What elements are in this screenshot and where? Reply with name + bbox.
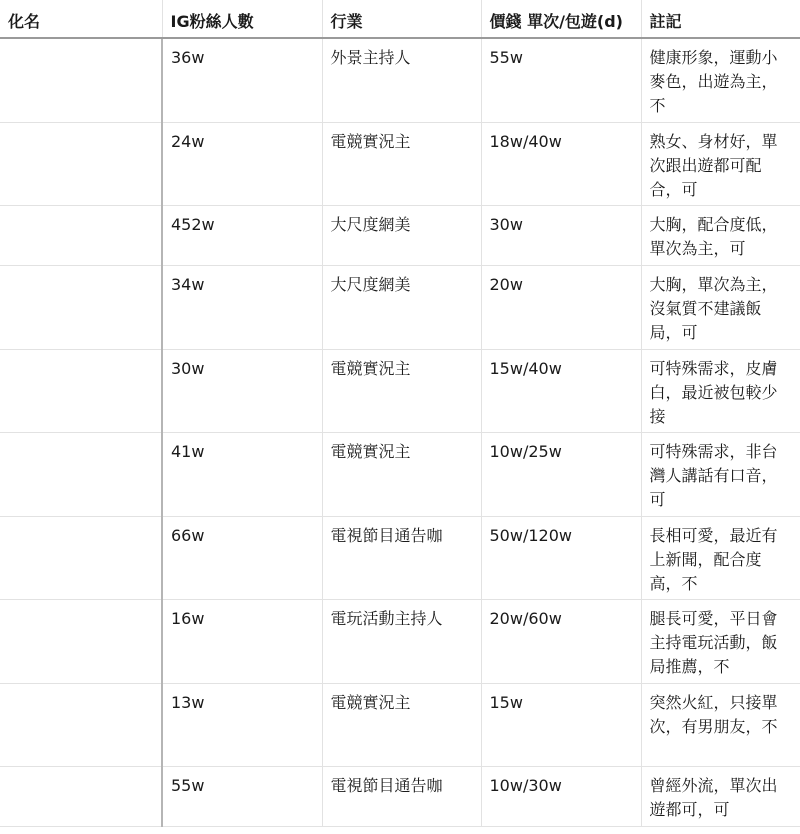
followers-cell: 55w — [162, 766, 322, 826]
industry-cell: 電視節目通告咖 — [322, 766, 481, 826]
note-cell: 突然火紅，只接單次，有男朋友，不 — [641, 683, 800, 766]
industry-cell: 大尺度網美 — [322, 265, 481, 349]
followers-cell: 16w — [162, 599, 322, 683]
note-cell: 曾經外流，單次出遊都可，可 — [641, 766, 800, 826]
price-cell: 50w/120w — [481, 516, 641, 599]
note-cell: 健康形象，運動小麥色，出遊為主，不 — [641, 38, 800, 122]
name-cell — [0, 516, 162, 599]
price-cell: 10w/25w — [481, 432, 641, 516]
table-row — [0, 599, 800, 683]
table-row — [0, 265, 800, 349]
header-industry: 行業 — [322, 0, 481, 38]
industry-cell: 電競實況主 — [322, 349, 481, 432]
table-row — [0, 349, 800, 432]
price-cell: 10w/30w — [481, 766, 641, 826]
industry-cell: 電競實況主 — [322, 122, 481, 205]
followers-cell: 36w — [162, 38, 322, 122]
table-row — [0, 122, 800, 205]
name-cell — [0, 205, 162, 265]
table-row — [0, 432, 800, 516]
price-cell: 30w — [481, 205, 641, 265]
followers-cell: 66w — [162, 516, 322, 599]
table-row — [0, 38, 800, 122]
industry-cell: 大尺度網美 — [322, 205, 481, 265]
table-row — [0, 516, 800, 599]
price-cell: 15w/40w — [481, 349, 641, 432]
price-cell: 55w — [481, 38, 641, 122]
name-cell — [0, 766, 162, 826]
table-row — [0, 205, 800, 265]
industry-cell: 電玩活動主持人 — [322, 599, 481, 683]
name-cell — [0, 432, 162, 516]
header-price: 價錢 單次/包遊(d) — [481, 0, 641, 38]
note-cell: 可特殊需求，皮膚白，最近被包較少接 — [641, 349, 800, 432]
table-row — [0, 766, 800, 826]
table-row — [0, 683, 800, 766]
header-followers: IG粉絲人數 — [162, 0, 322, 38]
header-row — [0, 0, 800, 38]
header-name: 化名 — [0, 0, 162, 38]
industry-cell: 外景主持人 — [322, 38, 481, 122]
note-cell: 腿長可愛，平日會主持電玩活動，飯局推薦，不 — [641, 599, 800, 683]
followers-cell: 41w — [162, 432, 322, 516]
note-cell: 大胸，配合度低，單次為主，可 — [641, 205, 800, 265]
price-cell: 20w/60w — [481, 599, 641, 683]
name-cell — [0, 38, 162, 122]
followers-cell: 30w — [162, 349, 322, 432]
followers-cell: 24w — [162, 122, 322, 205]
industry-cell: 電視節目通告咖 — [322, 516, 481, 599]
name-cell — [0, 349, 162, 432]
industry-cell: 電競實況主 — [322, 683, 481, 766]
note-cell: 可特殊需求，非台灣人講話有口音，可 — [641, 432, 800, 516]
note-cell: 大胸，單次為主，沒氣質不建議飯局，可 — [641, 265, 800, 349]
name-cell — [0, 683, 162, 766]
price-cell: 18w/40w — [481, 122, 641, 205]
note-cell: 熟女、身材好，單次跟出遊都可配合，可 — [641, 122, 800, 205]
header-note: 註記 — [641, 0, 800, 38]
followers-cell: 34w — [162, 265, 322, 349]
price-cell: 20w — [481, 265, 641, 349]
note-cell: 長相可愛，最近有上新聞，配合度高，不 — [641, 516, 800, 599]
industry-cell: 電競實況主 — [322, 432, 481, 516]
name-cell — [0, 122, 162, 205]
followers-cell: 13w — [162, 683, 322, 766]
name-cell — [0, 599, 162, 683]
name-cell — [0, 265, 162, 349]
followers-cell: 452w — [162, 205, 322, 265]
price-cell: 15w — [481, 683, 641, 766]
